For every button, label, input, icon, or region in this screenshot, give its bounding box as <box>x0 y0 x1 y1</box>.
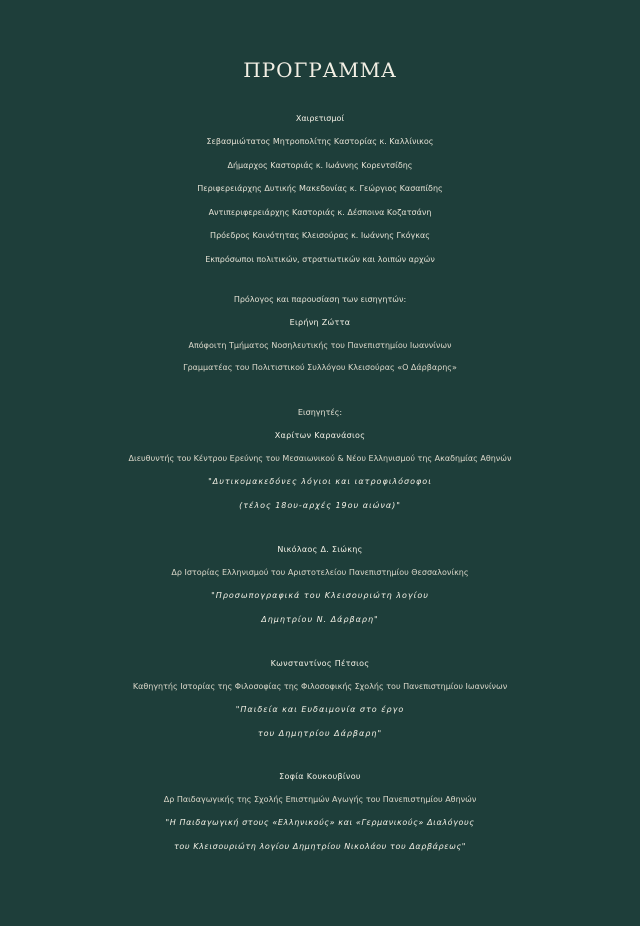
speaker-name: Χαρίτων Καρανάσιος <box>274 431 366 440</box>
speaker-name: Σοφία Κουκουβίνου <box>279 772 361 781</box>
greeting-line: Περιφερειάρχης Δυτικής Μακεδονίας κ. Γεώργιος Κασαπίδης <box>197 184 443 193</box>
greeting-line: Δήμαρχος Καστοριάς κ. Ιωάννης Κορεντσίδης <box>227 160 413 170</box>
speaker-talk-title: "Παιδεία και Ευδαιμονία στο έργο <box>235 705 405 714</box>
speaker-talk-title: Δημητρίου Ν. Δάρβαρη" <box>261 615 379 624</box>
speaker-role: Διευθυντής του Κέντρου Ερεύνης του Μεσαιωνικού & Νέου Ελληνισμού της Ακαδημίας Αθηνών <box>128 454 512 463</box>
speakers-heading: Εισηγητές: <box>297 408 343 417</box>
speaker-section <box>0 538 640 632</box>
speaker-role: Καθηγητής Ιστορίας της Φιλοσοφίας της Φιλοσοφικής Σχολής του Πανεπιστημίου Ιωαννίνων <box>132 682 508 691</box>
greeting-line: Πρόεδρος Κοινότητας Κλεισούρας κ. Ιωάννης Γκόγκας <box>210 231 430 240</box>
prologue-section <box>0 289 640 379</box>
greetings-section <box>0 108 640 271</box>
speaker-talk-title: του Δημητρίου Δάρβαρη" <box>257 729 383 738</box>
speaker-talk-title: "Δυτικομακεδόνες λόγιοι και ιατροφιλόσοφοι <box>208 477 432 486</box>
prologue-heading: Πρόλογος και παρουσίαση των εισηγητών: <box>233 295 407 304</box>
speaker-section <box>0 652 640 746</box>
program-title: ΠΡΟΓΡΑΜΜΑ <box>243 58 397 82</box>
speaker-section <box>0 765 640 859</box>
speaker-talk-title: "Προσωπογραφικά του Κλεισουριώτη λογίου <box>211 591 429 600</box>
greetings-heading: Χαιρετισμοί <box>295 114 345 123</box>
greeting-line: Αντιπεριφερειάρχης Καστοριάς κ. Δέσποινα Κοζατσάνη <box>208 207 432 217</box>
speaker-talk-title: του Κλεισουριώτη λογίου Δημητρίου Νικολάου του Δαρβάρεως" <box>173 842 467 851</box>
speaker-talk-title: (τέλος 18ου-αρχές 19ου αιώνα)" <box>239 501 401 510</box>
speaker-talk-title: "Η Παιδαγωγική στους «Ελληνικούς» και «Γερμανικούς» Διαλόγους <box>165 818 475 827</box>
speaker-section <box>0 402 640 518</box>
prologue-presenter-role: Γραμματέας του Πολιτιστικού Συλλόγου Κλεισούρας «Ο Δάρβαρης» <box>183 363 457 372</box>
greeting-line: Σεβασμιώτατος Μητροπολίτης Καστορίας κ. Καλλίνικος <box>206 137 434 146</box>
prologue-presenter-role: Απόφοιτη Τμήματος Νοσηλευτικής του Πανεπιστημίου Ιωαννίνων <box>188 341 452 350</box>
speaker-name: Κωνσταντίνος Πέτσιος <box>270 659 370 668</box>
speaker-name: Νικόλαος Δ. Σιώκης <box>277 545 363 554</box>
speaker-role: Δρ Ιστορίας Ελληνισμού του Αριστοτελείου Πανεπιστημίου Θεσσαλονίκης <box>171 568 469 577</box>
prologue-presenter-name: Ειρήνη Ζώττα <box>289 318 351 327</box>
greeting-line: Εκπρόσωποι πολιτικών, στρατιωτικών και λοιπών αρχών <box>205 254 435 264</box>
speaker-role: Δρ Παιδαγωγικής της Σχολής Επιστημών Αγωγής του Πανεπιστημίου Αθηνών <box>163 795 477 804</box>
